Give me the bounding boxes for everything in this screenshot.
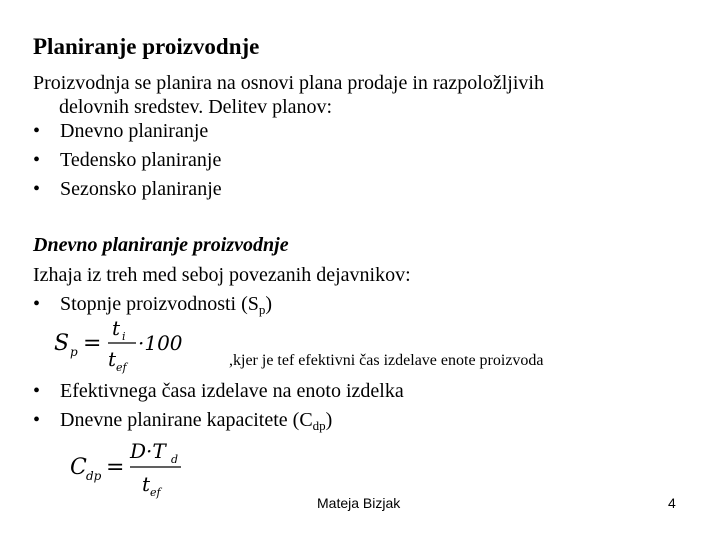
bullet-icon: • xyxy=(33,293,41,315)
formula-num: D·T xyxy=(130,439,166,463)
section-title: Dnevno planiranje proizvodnje xyxy=(33,234,289,256)
intro-line-1: Proizvodnja se planira na osnovi plana prodaje in razpoložljivih xyxy=(33,72,544,94)
bullet-icon: • xyxy=(33,120,41,142)
list-item-cdp: Dnevne planirane kapacitete $(C_{dp})$ xyxy=(60,409,333,433)
formula-num-sub: i xyxy=(122,330,126,343)
formula-lhs-sub: dp xyxy=(86,469,102,483)
formula-den-sub: ef xyxy=(116,361,127,374)
footer-author: Mateja Bizjak xyxy=(317,495,401,511)
equals-sign: = xyxy=(106,455,125,480)
formula-den-sub: ef xyxy=(150,486,161,499)
formula-den: t xyxy=(108,347,117,371)
equals-sign: = xyxy=(83,331,102,356)
formula-den: t xyxy=(142,472,151,496)
bullet-icon: • xyxy=(33,149,41,171)
formula-note: ,kjer je tef efektivni čas izdelave enote proizvoda xyxy=(229,352,544,369)
formula-lhs: S xyxy=(54,331,70,356)
formula-lhs-sub: p xyxy=(70,345,78,359)
formula-num-sub: d xyxy=(171,453,179,466)
intro-text xyxy=(33,71,544,119)
section-intro: Izhaja iz treh med seboj povezanih dejavnikov: xyxy=(33,264,411,286)
intro-line-2: delovnih sredstev. Delitev planov: xyxy=(59,96,333,118)
bullet-icon: • xyxy=(33,178,41,200)
bullet-list-2 xyxy=(0,379,720,439)
bullet-icon: • xyxy=(33,380,41,402)
list-item: Sezonsko planiranje xyxy=(60,178,222,200)
formula-cdp xyxy=(66,436,196,502)
list-item-sp: Stopnje proizvodnosti $(S_p)$ xyxy=(60,293,273,317)
list-item: Dnevno planiranje xyxy=(60,120,209,142)
slide-title: Planiranje proizvodnje xyxy=(33,34,260,59)
formula-num: t xyxy=(112,318,121,340)
bullet-sp-row xyxy=(0,292,720,318)
bullet-icon: • xyxy=(33,409,41,431)
formula-lhs: C xyxy=(70,455,87,480)
list-item: Tedensko planiranje xyxy=(60,149,222,171)
page-number: 4 xyxy=(668,495,676,511)
formula-sp xyxy=(50,318,190,378)
plan-type-list xyxy=(0,119,720,209)
list-item: Efektivnega časa izdelave na enoto izdelka xyxy=(60,380,404,402)
formula-factor: ·100 xyxy=(138,331,183,355)
